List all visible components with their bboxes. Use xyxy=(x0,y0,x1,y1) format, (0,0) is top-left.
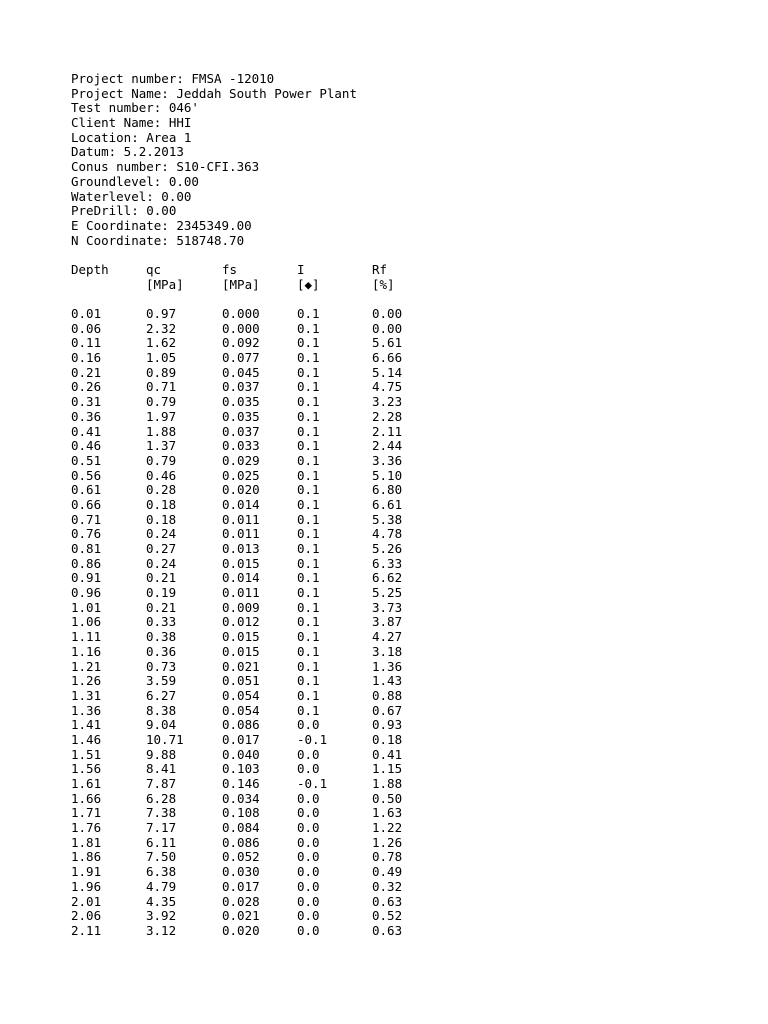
cell-fs: 0.084 xyxy=(222,820,260,836)
cell-rf: 3.36 xyxy=(372,452,403,468)
cell-depth: 1.16 xyxy=(71,643,102,659)
cell-depth: 2.06 xyxy=(71,908,102,924)
cell-rf: 3.23 xyxy=(372,394,403,410)
table-row xyxy=(71,629,403,645)
cell-rf: 0.00 xyxy=(372,320,403,336)
cell-fs: 0.015 xyxy=(222,629,260,645)
cell-depth: 1.41 xyxy=(71,717,102,733)
cell-rf: 1.36 xyxy=(372,658,403,674)
table-row xyxy=(71,541,403,557)
e-coordinate: E Coordinate: 2345349.00 xyxy=(71,217,252,233)
table-row xyxy=(71,526,403,542)
cell-rf: 6.61 xyxy=(372,496,403,512)
cell-qc: 3.92 xyxy=(146,908,177,924)
unit-i: [◆] xyxy=(297,276,320,292)
cell-depth: 0.26 xyxy=(71,379,102,395)
cell-qc: 8.38 xyxy=(146,702,177,718)
cell-depth: 0.71 xyxy=(71,511,102,527)
table-row xyxy=(71,922,403,939)
cell-depth: 2.01 xyxy=(71,893,102,909)
table-row xyxy=(71,820,403,836)
table-row xyxy=(71,864,403,880)
header-block xyxy=(71,72,357,248)
cell-rf: 6.62 xyxy=(372,570,403,586)
cell-depth: 1.46 xyxy=(71,731,102,747)
cell-rf: 6.80 xyxy=(372,482,403,498)
table-row xyxy=(71,350,403,366)
cell-rf: 3.18 xyxy=(372,643,403,659)
cell-rf: 0.63 xyxy=(372,922,403,938)
cell-depth: 0.41 xyxy=(71,423,102,439)
cell-qc: 0.18 xyxy=(146,496,177,512)
n-coordinate: N Coordinate: 518748.70 xyxy=(71,232,245,248)
cell-i: 0.1 xyxy=(297,570,320,586)
cell-qc: 6.28 xyxy=(146,790,177,806)
cell-qc: 3.12 xyxy=(146,922,177,938)
cell-i: 0.1 xyxy=(297,467,320,483)
cell-depth: 1.91 xyxy=(71,864,102,880)
cell-fs: 0.051 xyxy=(222,673,260,689)
cell-fs: 0.033 xyxy=(222,438,260,454)
cell-i: 0.1 xyxy=(297,350,320,366)
cell-qc: 4.35 xyxy=(146,893,177,909)
cell-fs: 0.029 xyxy=(222,452,260,468)
table-row xyxy=(71,496,403,513)
cell-depth: 1.36 xyxy=(71,702,102,718)
table-row xyxy=(71,511,403,528)
cell-depth: 1.86 xyxy=(71,849,102,865)
cell-fs: 0.086 xyxy=(222,834,260,850)
table-row xyxy=(71,849,403,865)
cell-depth: 1.11 xyxy=(71,629,102,645)
cell-depth: 1.76 xyxy=(71,820,102,836)
cell-i: 0.0 xyxy=(297,790,320,806)
cell-i: 0.1 xyxy=(297,452,320,468)
cell-i: 0.0 xyxy=(297,849,320,865)
table-row xyxy=(71,364,403,381)
cell-depth: 0.06 xyxy=(71,320,102,336)
cell-qc: 0.79 xyxy=(146,452,177,468)
cell-rf: 5.38 xyxy=(372,511,403,527)
cell-i: 0.1 xyxy=(297,526,320,542)
table-rows xyxy=(71,306,403,939)
cell-rf: 0.52 xyxy=(372,908,403,924)
cell-rf: 6.66 xyxy=(372,350,403,366)
waterlevel: Waterlevel: 0.00 xyxy=(71,188,192,204)
location: Location: Area 1 xyxy=(71,129,192,145)
cell-rf: 2.11 xyxy=(372,423,403,439)
cell-fs: 0.037 xyxy=(222,379,260,395)
table-row xyxy=(71,878,403,895)
cell-qc: 7.38 xyxy=(146,805,177,821)
table-row xyxy=(71,776,403,792)
cell-fs: 0.025 xyxy=(222,467,260,483)
cell-depth: 1.96 xyxy=(71,878,102,894)
cell-rf: 0.32 xyxy=(372,878,403,894)
cell-fs: 0.017 xyxy=(222,878,260,894)
cell-depth: 2.11 xyxy=(71,922,102,938)
cell-i: 0.0 xyxy=(297,922,320,938)
cell-fs: 0.034 xyxy=(222,790,260,806)
column-header-fs: fs xyxy=(222,261,238,277)
table-row xyxy=(71,467,403,484)
conus-number: Conus number: S10-CFI.363 xyxy=(71,159,260,175)
cell-i: 0.1 xyxy=(297,438,320,454)
cell-fs: 0.020 xyxy=(222,482,260,498)
column-units xyxy=(71,276,395,293)
cell-depth: 1.06 xyxy=(71,614,102,630)
cell-fs: 0.037 xyxy=(222,423,260,439)
cell-qc: 3.59 xyxy=(146,673,177,689)
cell-qc: 0.79 xyxy=(146,394,177,410)
cell-depth: 0.81 xyxy=(71,541,102,556)
table-row xyxy=(71,614,403,630)
cell-fs: 0.108 xyxy=(222,805,260,821)
cell-qc: 7.87 xyxy=(146,776,177,791)
cell-depth: 1.21 xyxy=(71,658,102,674)
cell-i: 0.1 xyxy=(297,673,320,689)
cell-i: -0.1 xyxy=(297,731,328,747)
cell-i: 0.1 xyxy=(297,585,320,601)
cell-qc: 0.24 xyxy=(146,555,177,571)
column-header-qc: qc xyxy=(146,261,162,277)
cell-qc: 0.46 xyxy=(146,467,177,483)
cell-qc: 7.50 xyxy=(146,849,177,865)
predrill: PreDrill: 0.00 xyxy=(71,203,177,219)
cell-qc: 2.32 xyxy=(146,320,177,336)
table-row xyxy=(71,423,403,440)
cell-i: 0.1 xyxy=(297,629,320,645)
table-row xyxy=(71,893,403,910)
project-name: Project Name: Jeddah South Power Plant xyxy=(71,85,357,101)
groundlevel: Groundlevel: 0.00 xyxy=(71,173,199,189)
cell-i: 0.1 xyxy=(297,599,320,615)
cell-rf: 5.25 xyxy=(372,585,403,601)
cell-fs: 0.000 xyxy=(222,306,260,321)
cell-fs: 0.013 xyxy=(222,541,260,556)
cell-rf: 1.88 xyxy=(372,776,403,791)
cell-depth: 0.11 xyxy=(71,335,102,351)
cell-qc: 0.24 xyxy=(146,526,177,542)
cell-fs: 0.014 xyxy=(222,496,260,512)
column-header-i: I xyxy=(297,261,305,277)
table-row xyxy=(71,805,403,821)
table-row xyxy=(71,834,403,851)
cell-fs: 0.021 xyxy=(222,908,260,924)
cell-rf: 1.15 xyxy=(372,761,403,777)
cell-fs: 0.030 xyxy=(222,864,260,880)
cell-i: 0.1 xyxy=(297,496,320,512)
cell-fs: 0.045 xyxy=(222,364,260,380)
column-header-rf: Rf xyxy=(372,261,388,277)
cell-qc: 0.89 xyxy=(146,364,177,380)
cell-qc: 0.27 xyxy=(146,541,177,556)
table-row xyxy=(71,379,403,395)
cell-rf: 4.27 xyxy=(372,629,403,645)
cell-qc: 0.21 xyxy=(146,570,177,586)
column-header-depth: Depth xyxy=(71,261,109,277)
cell-i: 0.1 xyxy=(297,541,320,556)
cell-i: 0.1 xyxy=(297,364,320,380)
cell-depth: 1.71 xyxy=(71,805,102,821)
cell-rf: 5.61 xyxy=(372,335,403,351)
cell-depth: 0.36 xyxy=(71,408,102,424)
spacer xyxy=(71,248,357,263)
table-row xyxy=(71,452,403,469)
cell-qc: 0.18 xyxy=(146,511,177,527)
cell-i: 0.1 xyxy=(297,643,320,659)
cell-fs: 0.015 xyxy=(222,555,260,571)
cell-fs: 0.146 xyxy=(222,776,260,791)
cell-i: 0.1 xyxy=(297,614,320,630)
cell-qc: 9.04 xyxy=(146,717,177,733)
cell-i: 0.1 xyxy=(297,394,320,410)
cell-i: 0.1 xyxy=(297,702,320,718)
cell-qc: 7.17 xyxy=(146,820,177,836)
document-body xyxy=(71,71,403,939)
cell-rf: 0.41 xyxy=(372,746,403,762)
table-row xyxy=(71,658,403,675)
cell-fs: 0.054 xyxy=(222,687,260,703)
unit-qc: [MPa] xyxy=(146,276,184,292)
cell-qc: 0.21 xyxy=(146,599,177,615)
cell-rf: 0.88 xyxy=(372,687,403,703)
cell-rf: 5.26 xyxy=(372,541,403,556)
cell-qc: 1.37 xyxy=(146,438,177,454)
cell-qc: 0.33 xyxy=(146,614,177,630)
unit-rf: [%] xyxy=(372,276,395,292)
project-number: Project number: FMSA -12010 xyxy=(71,71,275,86)
cell-rf: 0.18 xyxy=(372,731,403,747)
table-row xyxy=(71,761,403,777)
cell-fs: 0.017 xyxy=(222,731,260,747)
table-row xyxy=(71,702,403,719)
cell-rf: 0.00 xyxy=(372,306,403,321)
table-row xyxy=(71,599,403,616)
cell-rf: 1.43 xyxy=(372,673,403,689)
cell-qc: 0.38 xyxy=(146,629,177,645)
cell-rf: 2.44 xyxy=(372,438,403,454)
cell-qc: 0.36 xyxy=(146,643,177,659)
table-row xyxy=(71,394,403,410)
cell-qc: 1.05 xyxy=(146,350,177,366)
cell-depth: 1.31 xyxy=(71,687,102,703)
cell-i: 0.1 xyxy=(297,335,320,351)
table-row xyxy=(71,408,403,425)
cell-qc: 10.71 xyxy=(146,731,184,747)
cell-fs: 0.103 xyxy=(222,761,260,777)
cell-depth: 0.31 xyxy=(71,394,102,410)
cell-fs: 0.011 xyxy=(222,526,260,542)
table-row xyxy=(71,687,403,704)
cell-fs: 0.040 xyxy=(222,746,260,762)
cell-qc: 0.97 xyxy=(146,306,177,321)
cell-rf: 3.73 xyxy=(372,599,403,615)
datum: Datum: 5.2.2013 xyxy=(71,144,184,160)
cell-i: 0.1 xyxy=(297,482,320,498)
table-row xyxy=(71,731,403,748)
cell-rf: 5.14 xyxy=(372,364,403,380)
cell-fs: 0.012 xyxy=(222,614,260,630)
cell-depth: 0.86 xyxy=(71,555,102,571)
cell-fs: 0.021 xyxy=(222,658,260,674)
table-row xyxy=(71,790,403,807)
cell-depth: 0.21 xyxy=(71,364,102,380)
cell-rf: 1.63 xyxy=(372,805,403,821)
cell-i: 0.0 xyxy=(297,893,320,909)
cell-qc: 9.88 xyxy=(146,746,177,762)
cell-rf: 1.22 xyxy=(372,820,403,836)
cell-qc: 4.79 xyxy=(146,878,177,894)
cell-depth: 1.01 xyxy=(71,599,102,615)
cell-i: 0.1 xyxy=(297,306,320,321)
cell-i: 0.1 xyxy=(297,687,320,703)
cell-depth: 0.91 xyxy=(71,570,102,586)
cell-depth: 1.56 xyxy=(71,761,102,777)
column-headers xyxy=(71,261,388,278)
cell-rf: 0.63 xyxy=(372,893,403,909)
cell-i: 0.0 xyxy=(297,761,320,777)
cell-qc: 1.62 xyxy=(146,335,177,351)
cell-depth: 1.61 xyxy=(71,776,102,791)
cell-rf: 4.75 xyxy=(372,379,403,395)
cell-rf: 0.78 xyxy=(372,849,403,865)
cell-rf: 6.33 xyxy=(372,555,403,571)
cell-depth: 0.56 xyxy=(71,467,102,483)
cell-rf: 1.26 xyxy=(372,834,403,850)
cell-fs: 0.014 xyxy=(222,570,260,586)
cell-fs: 0.011 xyxy=(222,511,260,527)
cell-depth: 0.96 xyxy=(71,585,102,601)
cell-fs: 0.054 xyxy=(222,702,260,718)
cell-i: 0.1 xyxy=(297,320,320,336)
cell-rf: 4.78 xyxy=(372,526,403,542)
cell-qc: 6.38 xyxy=(146,864,177,880)
cell-i: 0.1 xyxy=(297,555,320,571)
table-row xyxy=(71,908,403,924)
cell-rf: 0.67 xyxy=(372,702,403,718)
client-name: Client Name: HHI xyxy=(71,115,192,131)
cell-fs: 0.086 xyxy=(222,717,260,733)
cell-qc: 0.19 xyxy=(146,585,177,601)
cell-qc: 1.88 xyxy=(146,423,177,439)
cell-qc: 8.41 xyxy=(146,761,177,777)
cell-depth: 1.81 xyxy=(71,834,102,850)
cell-i: 0.0 xyxy=(297,717,320,733)
unit-fs: [MPa] xyxy=(222,276,260,292)
cell-i: 0.0 xyxy=(297,864,320,880)
cell-depth: 1.26 xyxy=(71,673,102,689)
cell-qc: 6.11 xyxy=(146,834,177,850)
cell-depth: 0.51 xyxy=(71,452,102,468)
table-row xyxy=(71,643,403,660)
cell-qc: 1.97 xyxy=(146,408,177,424)
cell-depth: 0.46 xyxy=(71,438,102,454)
table-row xyxy=(71,717,403,733)
cell-rf: 2.28 xyxy=(372,408,403,424)
table-row xyxy=(71,306,403,322)
cell-rf: 3.87 xyxy=(372,614,403,630)
cell-i: 0.1 xyxy=(297,511,320,527)
cell-i: 0.0 xyxy=(297,834,320,850)
table-row xyxy=(71,570,403,586)
cell-depth: 0.76 xyxy=(71,526,102,542)
cell-depth: 1.51 xyxy=(71,746,102,762)
table-row xyxy=(71,438,403,454)
table-row xyxy=(71,320,403,337)
cell-qc: 6.27 xyxy=(146,687,177,703)
cell-fs: 0.035 xyxy=(222,394,260,410)
cell-depth: 0.61 xyxy=(71,482,102,498)
cell-qc: 0.73 xyxy=(146,658,177,674)
cell-rf: 5.10 xyxy=(372,467,403,483)
cell-i: 0.0 xyxy=(297,878,320,894)
cell-fs: 0.092 xyxy=(222,335,260,351)
cell-i: 0.1 xyxy=(297,379,320,395)
cell-depth: 0.66 xyxy=(71,496,102,512)
cell-i: 0.0 xyxy=(297,746,320,762)
table-row xyxy=(71,673,403,689)
cell-fs: 0.009 xyxy=(222,599,260,615)
cell-qc: 0.28 xyxy=(146,482,177,498)
table-row xyxy=(71,746,403,763)
cell-fs: 0.052 xyxy=(222,849,260,865)
cell-fs: 0.011 xyxy=(222,585,260,601)
cell-fs: 0.015 xyxy=(222,643,260,659)
cell-fs: 0.000 xyxy=(222,320,260,336)
cell-i: 0.0 xyxy=(297,805,320,821)
cell-i: 0.1 xyxy=(297,423,320,439)
cell-rf: 0.50 xyxy=(372,790,403,806)
table-row xyxy=(71,585,403,601)
cell-i: 0.1 xyxy=(297,658,320,674)
table-row xyxy=(71,482,403,498)
cell-fs: 0.035 xyxy=(222,408,260,424)
cell-qc: 0.71 xyxy=(146,379,177,395)
table-row xyxy=(71,555,403,572)
cell-fs: 0.020 xyxy=(222,922,260,938)
cell-depth: 0.16 xyxy=(71,350,102,366)
cell-i: 0.0 xyxy=(297,820,320,836)
table-row xyxy=(71,335,403,351)
data-table xyxy=(71,261,403,939)
cell-rf: 0.49 xyxy=(372,864,403,880)
cell-depth: 0.01 xyxy=(71,306,102,321)
cell-fs: 0.077 xyxy=(222,350,260,366)
cell-depth: 1.66 xyxy=(71,790,102,806)
cell-i: 0.1 xyxy=(297,408,320,424)
cell-fs: 0.028 xyxy=(222,893,260,909)
cell-i: 0.0 xyxy=(297,908,320,924)
test-number: Test number: 046' xyxy=(71,100,199,116)
cell-rf: 0.93 xyxy=(372,717,403,733)
cell-i: -0.1 xyxy=(297,776,328,791)
